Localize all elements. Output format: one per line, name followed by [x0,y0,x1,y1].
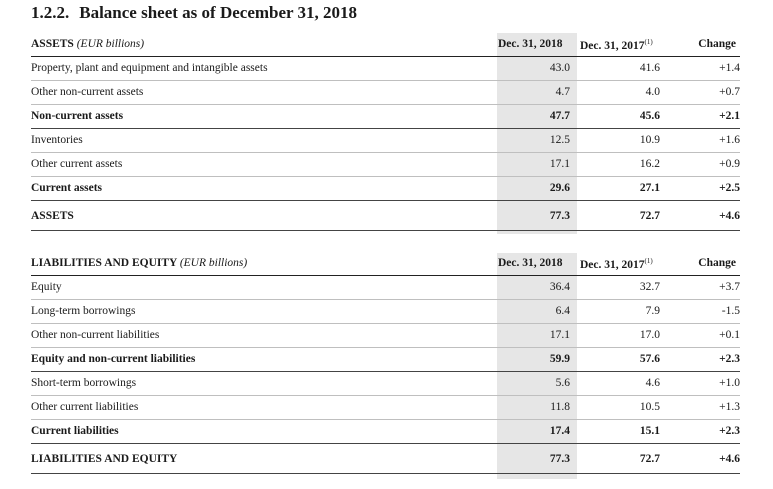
value-2017: 10.5 [639,401,660,413]
value-2018: 36.4 [549,281,570,293]
row-label: Other non-current assets [31,86,144,98]
value-change: +0.7 [719,86,740,98]
table-row [31,57,740,81]
value-2017: 4.6 [645,377,660,389]
value-2018: 29.6 [549,182,570,194]
table-row [31,372,740,396]
liabilities-table [31,252,740,474]
liabilities-header-row [31,252,740,276]
liabilities-header-label: LIABILITIES AND EQUITY [31,257,177,269]
subtotal-row [31,420,740,444]
total-row [31,201,740,231]
table-row [31,324,740,348]
table-row [31,396,740,420]
table-row [31,81,740,105]
value-2018: 5.6 [555,377,570,389]
row-label: Long-term borrowings [31,305,136,317]
value-2018: 43.0 [549,62,570,74]
value-change: +1.4 [719,62,740,74]
footnote-ref: (1) [644,257,653,265]
value-change: +1.6 [719,134,740,146]
col-header-2018: Dec. 31, 2018 [498,38,563,50]
row-label: Non-current assets [31,110,124,122]
value-2017: 72.7 [639,210,660,222]
value-2018: 17.1 [549,329,570,341]
row-label: Current assets [31,182,103,194]
value-change: +0.1 [719,329,740,341]
liabilities-header-unit: (EUR billions) [179,257,248,269]
value-2018: 77.3 [549,210,570,222]
footnote-ref: (1) [644,38,653,46]
value-change: +4.6 [719,210,740,222]
col-header-change: Change [698,257,736,269]
value-2018: 17.1 [549,158,570,170]
col-header-2017: Dec. 31, 2017 [580,39,645,52]
value-change: -1.5 [721,305,740,317]
table-row [31,129,740,153]
value-change: +2.3 [719,353,740,365]
value-change: +2.1 [719,110,740,122]
value-2017: 72.7 [639,453,660,465]
table-row [31,153,740,177]
total-row [31,444,740,474]
assets-header-label: ASSETS [31,38,74,50]
value-2018: 17.4 [549,425,570,437]
value-2017: 15.1 [639,425,660,437]
assets-table [31,33,740,231]
value-2017: 7.9 [645,305,660,317]
value-2018: 12.5 [549,134,570,146]
row-label: Other current assets [31,158,123,170]
assets-header-unit: (EUR billions) [76,38,145,50]
value-2018: 47.7 [549,110,570,122]
row-label: LIABILITIES AND EQUITY [31,453,178,465]
value-change: +0.9 [719,158,740,170]
value-2017: 45.6 [639,110,660,122]
value-change: +2.5 [719,182,740,194]
row-label: Short-term borrowings [31,377,137,389]
page-title [31,3,357,23]
col-header-2017: Dec. 31, 2017 [580,258,645,271]
value-2017: 4.0 [645,86,660,98]
value-2018: 59.9 [549,353,570,365]
col-header-change: Change [698,38,736,50]
value-2017: 16.2 [639,158,660,170]
row-label: Other non-current liabilities [31,329,160,341]
value-2017: 27.1 [639,182,660,194]
value-2018: 11.8 [550,401,570,413]
row-label: Inventories [31,134,83,146]
value-2017: 10.9 [639,134,660,146]
section-title: Balance sheet as of December 31, 2018 [79,3,358,22]
value-2018: 77.3 [549,453,570,465]
value-2017: 17.0 [639,329,660,341]
row-label: Property, plant and equipment and intangible assets [31,62,268,74]
value-change: +1.3 [719,401,740,413]
row-label: Equity [31,281,62,293]
value-change: +2.3 [719,425,740,437]
row-label: Equity and non-current liabilities [31,353,196,365]
table-row [31,276,740,300]
row-label: Current liabilities [31,425,119,437]
value-2017: 32.7 [639,281,660,293]
value-2018: 6.4 [555,305,570,317]
value-2017: 57.6 [639,353,660,365]
col-header-2018: Dec. 31, 2018 [498,257,563,269]
row-label: ASSETS [31,210,74,222]
value-2017: 41.6 [639,62,660,74]
value-change: +3.7 [719,281,740,293]
assets-header-row [31,33,740,57]
row-label: Other current liabilities [31,401,139,413]
value-2018: 4.7 [555,86,570,98]
value-change: +4.6 [719,453,740,465]
subtotal-row [31,348,740,372]
table-row [31,300,740,324]
section-number: 1.2.2. [31,3,70,22]
subtotal-row [31,105,740,129]
subtotal-row [31,177,740,201]
value-change: +1.0 [719,377,740,389]
